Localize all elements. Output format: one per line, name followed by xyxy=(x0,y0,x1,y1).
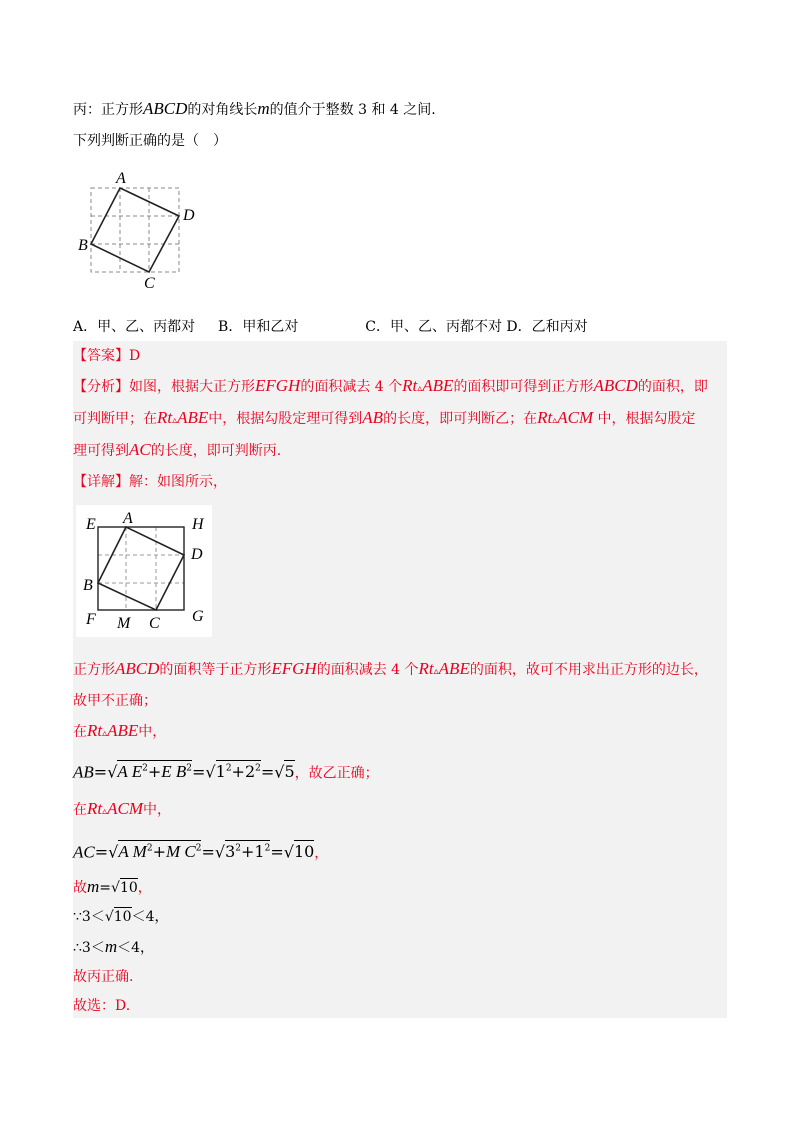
option-b: B．甲和乙对 xyxy=(218,319,299,335)
detail-p5: 故m=√10， xyxy=(73,877,152,896)
option-d: D．乙和丙对 xyxy=(506,319,588,335)
fig2-label-g: G xyxy=(192,608,204,625)
option-c: C．甲、乙、丙都不对 xyxy=(365,319,502,335)
fig2-label-m: M xyxy=(117,615,131,632)
detail-p4: 在Rt▵ACM中， xyxy=(73,799,172,818)
detail-p6: ∵3＜√10＜4， xyxy=(73,909,169,925)
analysis-line-2: 可判断甲；在Rt▵ABE中，根据勾股定理可得到AB的长度，即可判断乙；在Rt▵ACM 中，根据勾股定 xyxy=(73,408,696,427)
option-a: A．甲、乙、丙都对 xyxy=(73,319,196,335)
question-line-1: 丙：正方形ABCD的对角线长m的值介于整数 3 和 4 之间. xyxy=(73,99,436,118)
question-line-2: 下列判断正确的是（ ） xyxy=(73,133,227,149)
fig2-label-a: A xyxy=(123,510,133,527)
fig1-label-d: D xyxy=(183,207,195,224)
detail-p3: 在Rt▵ABE中， xyxy=(73,721,167,740)
detail-p8: 故丙正确. xyxy=(73,969,134,985)
analysis-line-3: 理可得到AC的长度，即可判断丙. xyxy=(73,440,282,459)
fig1-label-b: B xyxy=(78,237,88,254)
detail-eq1: AB=√A $E^2+E$ $B^2=√1^2+2^2=√5$，故乙正确； xyxy=(73,762,379,782)
figure-1-square-grid xyxy=(74,172,194,292)
fig1-label-c: C xyxy=(144,275,155,292)
options-row xyxy=(73,318,588,336)
fig2-label-d: D xyxy=(191,546,203,563)
fig1-label-a: A xyxy=(116,170,126,187)
fig2-label-f: F xyxy=(86,611,96,628)
fig2-label-b: B xyxy=(83,577,93,594)
detail-p9: 故选：D. xyxy=(73,998,131,1014)
fig2-label-e: E xyxy=(86,516,96,533)
detail-intro-line: 【详解】解：如图所示， xyxy=(73,474,227,490)
fig2-label-h: H xyxy=(192,516,204,533)
answer-line: 【答案】D xyxy=(73,348,141,364)
detail-p1: 正方形ABCD的面积等于正方形EFGH的面积减去 4 个Rt▵ABE的面积，故可不用求出正方形的边长， xyxy=(73,659,708,678)
analysis-line-1: 【分析】如图，根据大正方形EFGH的面积减去 4 个Rt▵ABE的面积即可得到正方形ABCD的面积，即 xyxy=(73,376,708,395)
fig2-label-c: C xyxy=(149,615,160,632)
detail-p2: 故甲不正确； xyxy=(73,693,157,709)
detail-eq2: AC=√A $M^2+M$ $C^2=√3^2+1^2=√10$， xyxy=(73,842,329,862)
detail-p7: ∴3＜m＜4， xyxy=(73,937,155,956)
